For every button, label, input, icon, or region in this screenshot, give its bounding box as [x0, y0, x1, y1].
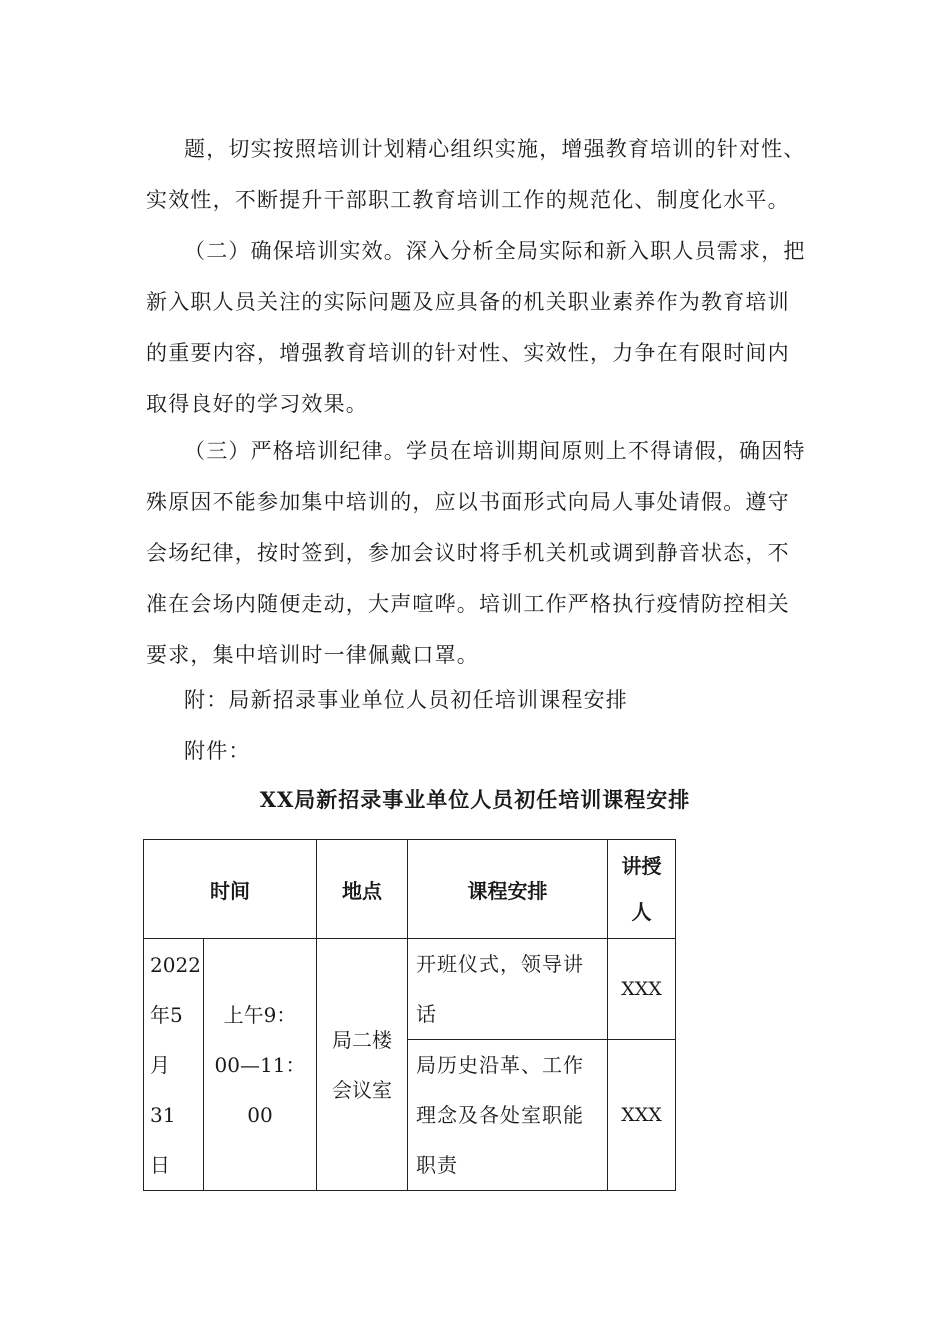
paragraph-continuation: [146, 124, 806, 226]
course-cell: [408, 1040, 608, 1191]
text-line: 要求，集中培训时一律佩戴口罩。: [146, 643, 479, 667]
header-place: 地点: [317, 840, 408, 939]
header-time: 时间: [144, 840, 317, 939]
time-line: 00—11：: [214, 1052, 306, 1077]
place-cell: [317, 939, 408, 1191]
course-line: 话: [416, 1002, 437, 1026]
date-line: 月: [150, 1052, 170, 1077]
time-line: 上午9：: [223, 1002, 297, 1027]
paragraph-ensure-effect: [146, 226, 806, 430]
header-teacher: [608, 840, 676, 939]
teacher-cell: XXX: [608, 939, 676, 1040]
date-line: 日: [150, 1152, 170, 1177]
date-cell: [144, 939, 204, 1191]
attachment-note-text: 附：局新招录事业单位人员初任培训课程安排: [184, 688, 628, 712]
course-line: 局历史沿革、工作: [416, 1053, 584, 1077]
date-line: 2022: [150, 952, 201, 977]
text-line: 实效性，不断提升干部职工教育培训工作的规范化、制度化水平。: [146, 188, 790, 212]
text-line: 的重要内容，增强教育培训的针对性、实效性，力争在有限时间内: [146, 341, 790, 365]
course-line: 开班仪式，领导讲: [416, 952, 584, 976]
schedule-table: [143, 839, 676, 1191]
course-cell: [408, 939, 608, 1040]
header-teacher-line: 讲授: [621, 854, 662, 878]
place-line: 局二楼: [332, 1027, 392, 1052]
date-line: 31: [150, 1102, 176, 1127]
attachment-note: [146, 675, 806, 777]
teacher-cell: XXX: [608, 1040, 676, 1191]
text-line: 殊原因不能参加集中培训的，应以书面形式向局人事处请假。遵守: [146, 490, 790, 514]
course-line: 理念及各处室职能: [416, 1103, 584, 1127]
text-line: 会场纪律，按时签到，参加会议时将手机关机或调到静音状态，不: [146, 541, 790, 565]
text-line: 新入职人员关注的实际问题及应具备的机关职业素养作为教育培训: [146, 290, 790, 314]
time-line: 00: [247, 1102, 273, 1127]
course-line: 职责: [416, 1153, 458, 1177]
attachment-label: 附件：: [184, 739, 251, 763]
text-line: （三）严格培训纪律。学员在培训期间原则上不得请假，确因特: [184, 439, 806, 463]
schedule-title: XX局新招录事业单位人员初任培训课程安排: [259, 787, 691, 812]
text-line: 取得良好的学习效果。: [146, 392, 368, 416]
text-line: 准在会场内随便走动，大声喧哗。培训工作严格执行疫情防控相关: [146, 592, 790, 616]
header-teacher-line: 人: [631, 900, 652, 924]
time-cell: [204, 939, 317, 1191]
paragraph-discipline: [146, 426, 806, 681]
text-line: 题，切实按照培训计划精心组织实施，增强教育培训的针对性、: [184, 137, 806, 161]
header-course: 课程安排: [408, 840, 608, 939]
date-line: 年5: [150, 1002, 183, 1027]
table-row: [144, 939, 676, 1040]
text-line: （二）确保培训实效。深入分析全局实际和新入职人员需求，把: [184, 239, 806, 263]
place-line: 会议室: [332, 1077, 392, 1102]
table-header-row: [144, 840, 676, 939]
